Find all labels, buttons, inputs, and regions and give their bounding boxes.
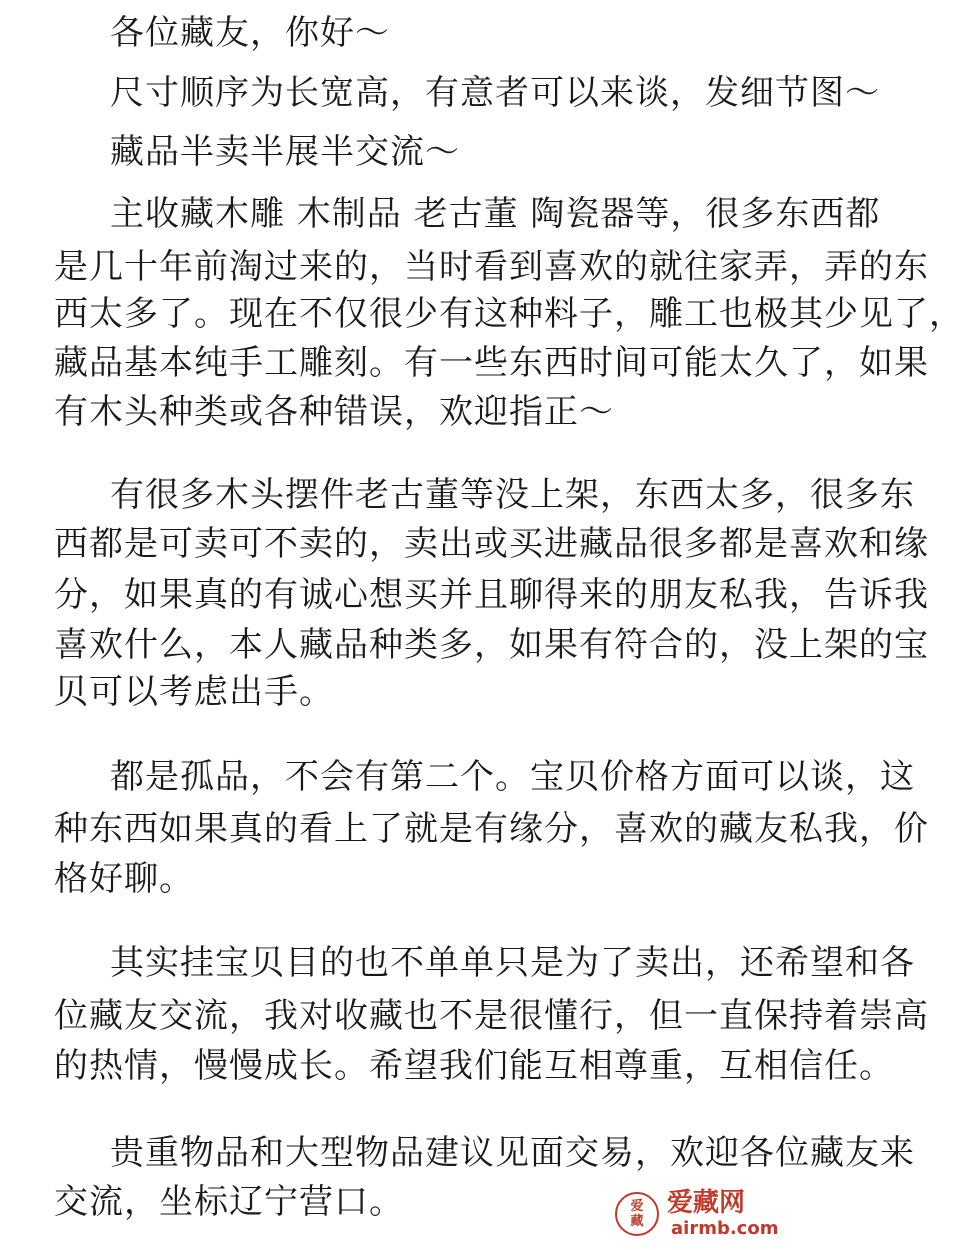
stock-paragraph-line: 西都是可卖可不卖的，卖出或买进藏品很多都是喜欢和缘 xyxy=(54,524,929,564)
trade-paragraph-line: 交流，坐标辽宁营口。 xyxy=(54,1182,404,1222)
stock-paragraph-line: 有很多木头摆件老古董等没上架，东西太多，很多东 xyxy=(110,475,915,515)
watermark-title: 爱藏网 xyxy=(667,1188,746,1218)
purpose-line: 藏品半卖半展半交流～ xyxy=(110,132,460,172)
unique-items-paragraph-line: 都是孤品，不会有第二个。宝贝价格方面可以谈，这 xyxy=(110,757,915,797)
stock-paragraph-line: 贝可以考虑出手。 xyxy=(54,672,334,712)
greeting-line: 各位藏友，你好～ xyxy=(110,13,390,53)
intro-paragraph-line: 主收藏木雕 木制品 老古董 陶瓷器等，很多东西都 xyxy=(110,194,881,234)
watermark-url: airmb.com xyxy=(671,1218,779,1239)
stock-paragraph-line: 喜欢什么，本人藏品种类多，如果有符合的，没上架的宝 xyxy=(54,625,929,665)
intro-paragraph-line: 西太多了。现在不仅很少有这种料子，雕工也极其少见了， xyxy=(54,294,964,334)
exchange-paragraph-line: 位藏友交流，我对收藏也不是很懂行，但一直保持着崇高 xyxy=(54,996,929,1036)
site-watermark xyxy=(615,1186,790,1242)
intro-paragraph-line: 是几十年前淘过来的，当时看到喜欢的就往家弄，弄的东 xyxy=(54,247,929,287)
watermark-seal-icon: 爱 藏 xyxy=(615,1192,659,1236)
intro-paragraph-line: 有木头种类或各种错误，欢迎指正～ xyxy=(54,392,614,432)
trade-paragraph-line: 贵重物品和大型物品建议见面交易，欢迎各位藏友来 xyxy=(110,1133,915,1173)
unique-items-paragraph-line: 种东西如果真的看上了就是有缘分，喜欢的藏友私我，价 xyxy=(54,809,929,849)
stock-paragraph-line: 分，如果真的有诚心想买并且聊得来的朋友私我，告诉我 xyxy=(54,575,929,615)
intro-paragraph-line: 藏品基本纯手工雕刻。有一些东西时间可能太久了，如果 xyxy=(54,343,929,383)
exchange-paragraph-line: 其实挂宝贝目的也不单单只是为了卖出，还希望和各 xyxy=(110,943,915,983)
size-note-line: 尺寸顺序为长宽高，有意者可以来谈，发细节图～ xyxy=(110,73,880,113)
unique-items-paragraph-line: 格好聊。 xyxy=(54,859,194,899)
exchange-paragraph-line: 的热情，慢慢成长。希望我们能互相尊重，互相信任。 xyxy=(54,1046,894,1086)
